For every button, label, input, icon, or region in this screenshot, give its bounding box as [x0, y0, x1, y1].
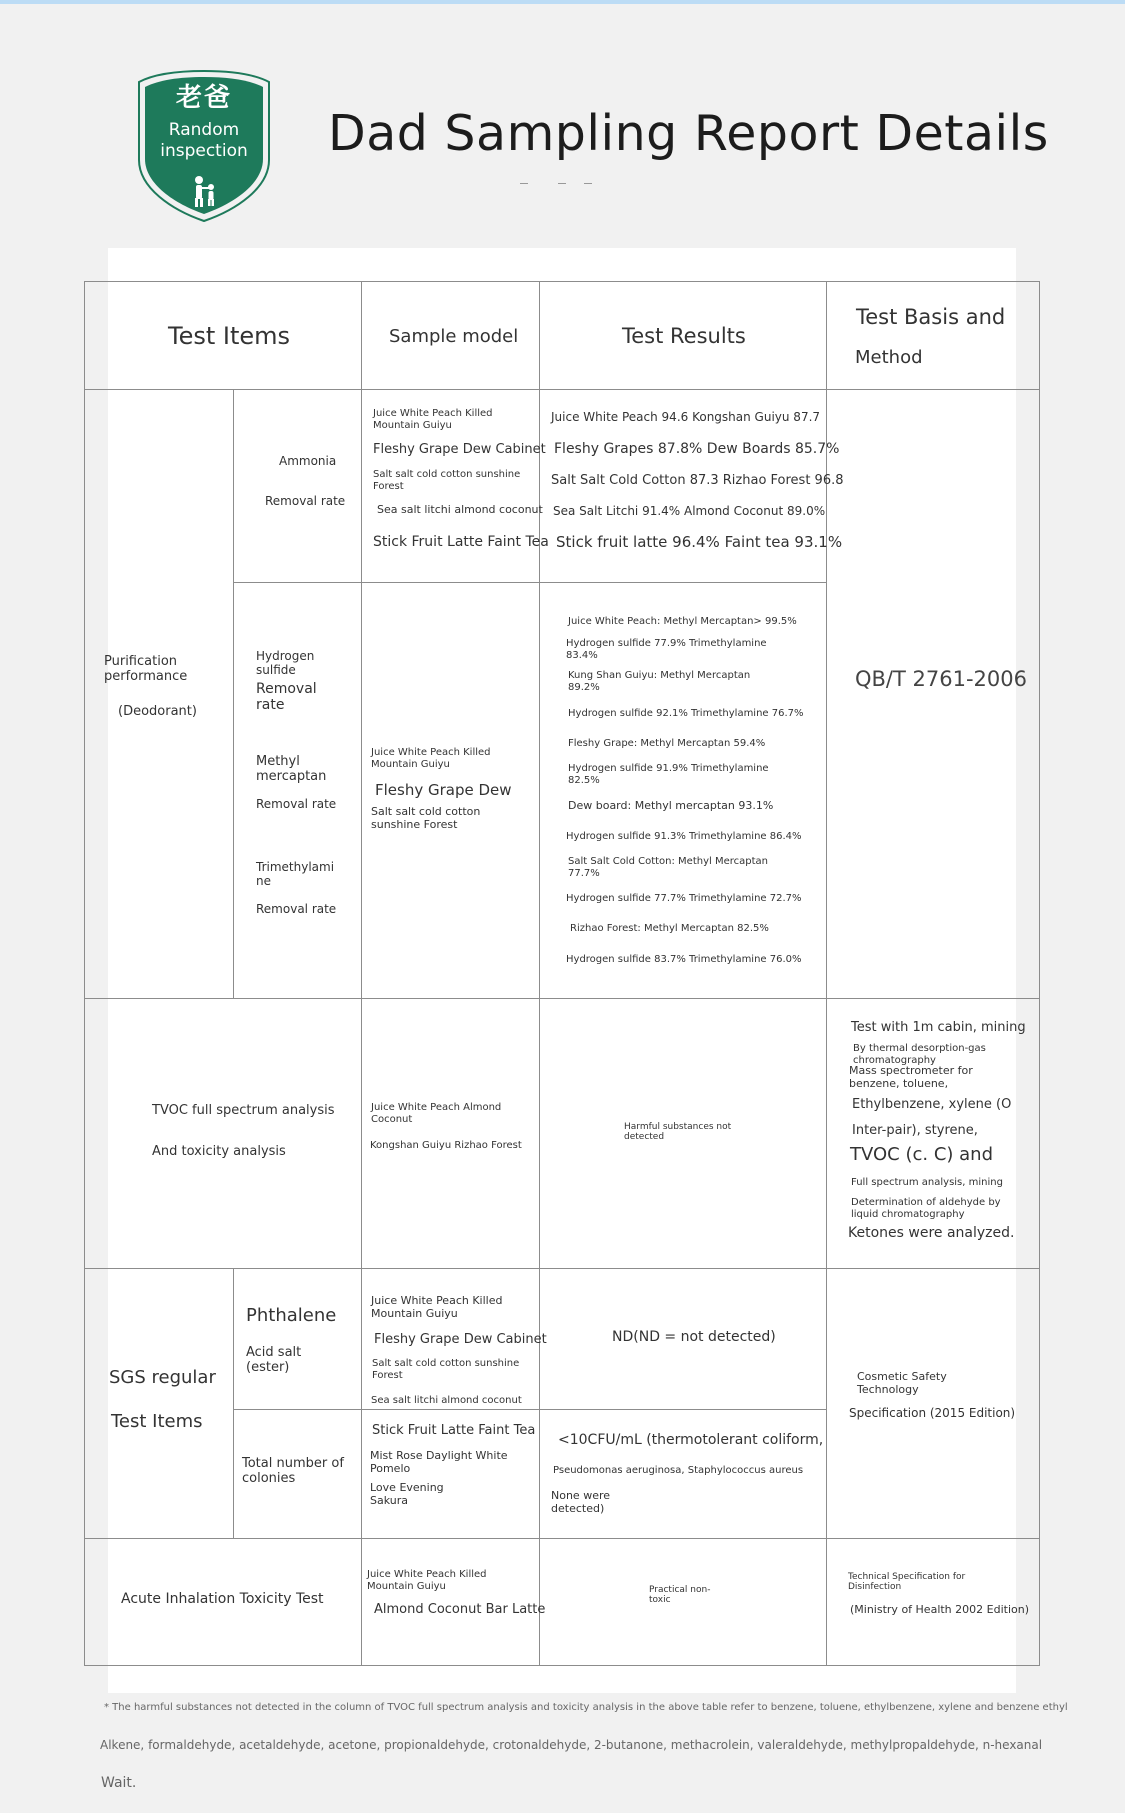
tvoc-result: Harmful substances not detected — [624, 1122, 732, 1143]
sample-item: Salt salt cold cotton sunshine Forest — [373, 469, 521, 492]
badge-line2: inspection — [160, 141, 248, 161]
sample-item: Stick Fruit Latte Faint Tea — [372, 1423, 536, 1438]
result-item: Kung Shan Guiyu: Methyl Mercaptan 89.2% — [568, 670, 751, 693]
title-dash — [584, 183, 592, 184]
result-item: Juice White Peach: Methyl Mercaptan> 99.5% — [568, 616, 797, 627]
hydrogen-sulfide-rate-label: Removal rate — [256, 681, 317, 714]
title-dash — [558, 183, 566, 184]
tvoc-basis-line: TVOC (c. C) and — [850, 1144, 993, 1165]
tvoc-basis-line: Ketones were analyzed. — [848, 1225, 1015, 1241]
sample-item: Sea salt litchi almond coconut — [371, 1395, 522, 1406]
result-item: Rizhao Forest: Methyl Mercaptan 82.5% — [570, 923, 769, 934]
badge-brand-text: 老爸 — [175, 83, 232, 113]
result-item: Stick fruit latte 96.4% Faint tea 93.1% — [556, 533, 843, 551]
result-item: Hydrogen sulfide 91.3% Trimethylamine 86.4% — [566, 831, 802, 842]
result-item: Salt Salt Cold Cotton: Methyl Mercaptan 77.7% — [568, 856, 769, 879]
ammonia-label: Ammonia — [279, 454, 337, 468]
sample-item: Juice White Peach Killed Mountain Guiyu — [371, 1294, 503, 1320]
footnote-line: Alkene, formaldehyde, acetaldehyde, acetone, propionaldehyde, crotonaldehyde, 2-butanone, methacrolein, valeraldehyde, methylpropaldehyde, n-hexanal — [100, 1738, 1043, 1752]
result-item: Salt Salt Cold Cotton 87.3 Rizhao Forest 96.8 — [551, 473, 844, 488]
purification-label: Purification — [104, 654, 178, 669]
trimethylamine-label: Trimethylamine — [256, 860, 335, 888]
title-dash — [520, 183, 528, 184]
sample-item: Kongshan Guiyu Rizhao Forest — [370, 1140, 522, 1151]
header-test-basis: Test Basis and — [856, 305, 1006, 329]
purification-label: performance — [104, 669, 188, 684]
sample-item: Juice White Peach Killed Mountain Guiyu — [367, 1569, 487, 1592]
sample-item: Salt salt cold cotton sunshine Forest — [371, 805, 481, 831]
sample-item: Almond Coconut Bar Latte — [374, 1602, 546, 1617]
sample-item: Juice White Peach Killed Mountain Guiyu — [373, 408, 493, 431]
acute-item-label: Acute Inhalation Toxicity Test — [121, 1591, 324, 1607]
colonies-result: None were detected) — [551, 1489, 611, 1515]
sgs-basis: Specification (2015 Edition) — [849, 1406, 1016, 1420]
trimethylamine-rate-label: Removal rate — [256, 902, 337, 916]
tvoc-basis-line: Test with 1m cabin, mining — [851, 1020, 1026, 1035]
phthalene-result: ND(ND = not detected) — [612, 1329, 776, 1345]
header-method: Method — [855, 347, 923, 368]
result-item: Hydrogen sulfide 92.1% Trimethylamine 76.7% — [568, 708, 804, 719]
sample-item: Fleshy Grape Dew Cabinet — [374, 1332, 547, 1347]
header-test-results: Test Results — [622, 324, 746, 348]
colonies-label: Total number of colonies — [242, 1456, 344, 1486]
sgs-category-label: Test Items — [111, 1411, 203, 1432]
top-accent-bar — [0, 0, 1125, 4]
tvoc-basis-line: By thermal desorption-gas chromatography — [853, 1043, 986, 1065]
sample-item: Juice White Peach Killed Mountain Guiyu — [371, 747, 491, 770]
result-item: Hydrogen sulfide 91.9% Trimethylamine 82.5% — [568, 763, 769, 786]
methyl-mercaptan-label: Methyl mercaptan — [256, 754, 327, 784]
methyl-mercaptan-rate-label: Removal rate — [256, 797, 337, 811]
tvoc-basis-line: Full spectrum analysis, mining — [851, 1177, 1003, 1188]
page-title: Dad Sampling Report Details — [328, 105, 1049, 162]
tvoc-item-label: And toxicity analysis — [152, 1144, 286, 1159]
sample-item: Sea salt litchi almond coconut — [377, 503, 543, 516]
sample-item: Fleshy Grape Dew — [375, 781, 512, 799]
result-item: Hydrogen sulfide 83.7% Trimethylamine 76.0% — [566, 954, 802, 965]
result-item: Fleshy Grape: Methyl Mercaptan 59.4% — [568, 738, 766, 749]
badge-line1: Random — [168, 120, 240, 140]
colonies-result: Pseudomonas aeruginosa, Staphylococcus aureus — [553, 1465, 804, 1476]
tvoc-basis-line: Ethylbenzene, xylene (O — [852, 1097, 1012, 1112]
sgs-basis: Cosmetic Safety Technology — [857, 1370, 947, 1396]
header-sample-model: Sample model — [389, 326, 519, 347]
acid-salt-label: Acid salt (ester) — [246, 1345, 302, 1375]
tvoc-item-label: TVOC full spectrum analysis — [152, 1103, 335, 1118]
tvoc-basis-line: Inter-pair), styrene, — [852, 1123, 978, 1138]
hydrogen-sulfide-label: Hydrogen sulfide — [256, 649, 315, 677]
sample-item: Juice White Peach Almond Coconut — [371, 1102, 502, 1125]
purification-basis: QB/T 2761-2006 — [855, 667, 1027, 691]
result-item: Dew board: Methyl mercaptan 93.1% — [568, 799, 774, 812]
result-item: Sea Salt Litchi 91.4% Almond Coconut 89.0% — [553, 504, 826, 518]
sample-item: Mist Rose Daylight White Pomelo — [370, 1449, 508, 1475]
sgs-category-label: SGS regular — [109, 1367, 216, 1388]
sample-item: Fleshy Grape Dew Cabinet — [373, 442, 546, 457]
footnote-line: Wait. — [101, 1775, 137, 1791]
result-item: Hydrogen sulfide 77.7% Trimethylamine 72.7% — [566, 893, 802, 904]
footnote-line: * The harmful substances not detected in the column of TVOC full spectrum analysis and toxicity analysis in the above table refer to benzene, toluene, ethylbenzene, xylene and benzene ethyl — [104, 1702, 1068, 1713]
deodorant-label: (Deodorant) — [118, 704, 197, 719]
random-inspection-badge — [136, 68, 272, 224]
acute-result: Practical non-toxic — [649, 1585, 711, 1606]
result-item: Hydrogen sulfide 77.9% Trimethylamine 83.4% — [566, 638, 767, 661]
header-test-items: Test Items — [168, 322, 291, 350]
tvoc-basis-line: Determination of aldehyde by liquid chromatography — [851, 1197, 1001, 1219]
result-item: Fleshy Grapes 87.8% Dew Boards 85.7% — [554, 441, 840, 457]
phthalene-label: Phthalene — [246, 1305, 337, 1326]
colonies-result: <10CFU/mL (thermotolerant coliform, — [558, 1432, 824, 1448]
acute-basis: Technical Specification for Disinfection — [848, 1572, 966, 1593]
sample-item: Love Evening Sakura — [370, 1481, 444, 1507]
sample-item: Salt salt cold cotton sunshine Forest — [372, 1358, 520, 1381]
ammonia-rate-label: Removal rate — [265, 494, 346, 508]
sample-item: Stick Fruit Latte Faint Tea — [373, 534, 549, 550]
result-item: Juice White Peach 94.6 Kongshan Guiyu 87.7 — [551, 410, 821, 424]
acute-basis: (Ministry of Health 2002 Edition) — [850, 1603, 1029, 1616]
tvoc-basis-line: Mass spectrometer for benzene, toluene, — [849, 1064, 973, 1090]
